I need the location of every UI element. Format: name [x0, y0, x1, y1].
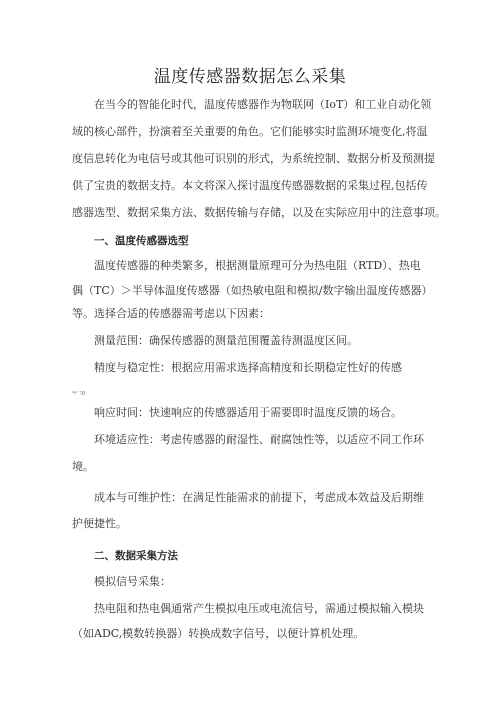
factor-environment-line-2: 境。	[72, 460, 94, 473]
intro-line-3: 度信息转化为电信号或其他可识别的形式，为系统控制、数据分析及预测提	[72, 152, 435, 165]
intro-line-4: 供了宝贵的数据支持。本文将深入探讨温度传感器数据的采集过程,包括传	[72, 179, 428, 192]
factor-response: 响应时间：快速响应的传感器适用于需要即时温度反馈的场合。	[94, 406, 402, 419]
section-2-para-line-2: （如ADC,模数转换器）转换成数字信号，以便计算机处理。	[72, 627, 365, 640]
section-2-subheading: 模拟信号采集：	[94, 575, 171, 588]
section-1-para-line-3: 等。选择合适的传感器需考虑以下因素：	[72, 307, 270, 320]
factor-cost-line-2: 护便捷性。	[72, 517, 127, 530]
section-1-para-line-2: 偶（TC）＞半导体温度传感器（如热敏电阻和模拟/数字输出温度传感器）	[72, 284, 433, 297]
section-1-heading: 一、温度传感器选型	[94, 235, 189, 247]
section-1-para-line-1: 温度传感器的种类繁多，根据测量原理可分为热电阻（RTD）、热电	[94, 259, 421, 272]
factor-range: 测量范围：确保传感器的测量范围覆盖待测温度区间。	[94, 334, 358, 347]
factor-environment-line-1: 环境适应性：考虑传感器的耐湿性、耐腐蚀性等，以适应不同工作环	[94, 433, 424, 446]
factor-cost-line-1: 成本与可维护性：在满足性能需求的前提下，考虑成本效益及后期维	[94, 491, 424, 504]
intro-line-1: 在当今的智能化时代，温度传感器作为物联网（IoT）和工业自动化领	[94, 98, 432, 111]
section-2-para-line-1: 热电阻和热电偶通常产生模拟电压或电流信号，需通过模拟输入模块	[94, 602, 424, 615]
factor-accuracy: 精度与稳定性：根据应用需求选择高精度和长期稳定性好的传感	[94, 361, 402, 374]
intro-line-2: 域的核心部件，扮演着至关重要的角色。它们能够实时监测环境变化,将温	[72, 125, 428, 138]
document-title: 温度传感器数据怎么采集	[153, 67, 347, 87]
stray-mark: *ﾃﾞﾌ0	[72, 391, 86, 397]
intro-line-5: 感器选型、数据采集方法、数据传输与存储，以及在实际应用中的注意事项。	[72, 206, 446, 219]
section-2-heading: 二、数据采集方法	[94, 550, 178, 562]
